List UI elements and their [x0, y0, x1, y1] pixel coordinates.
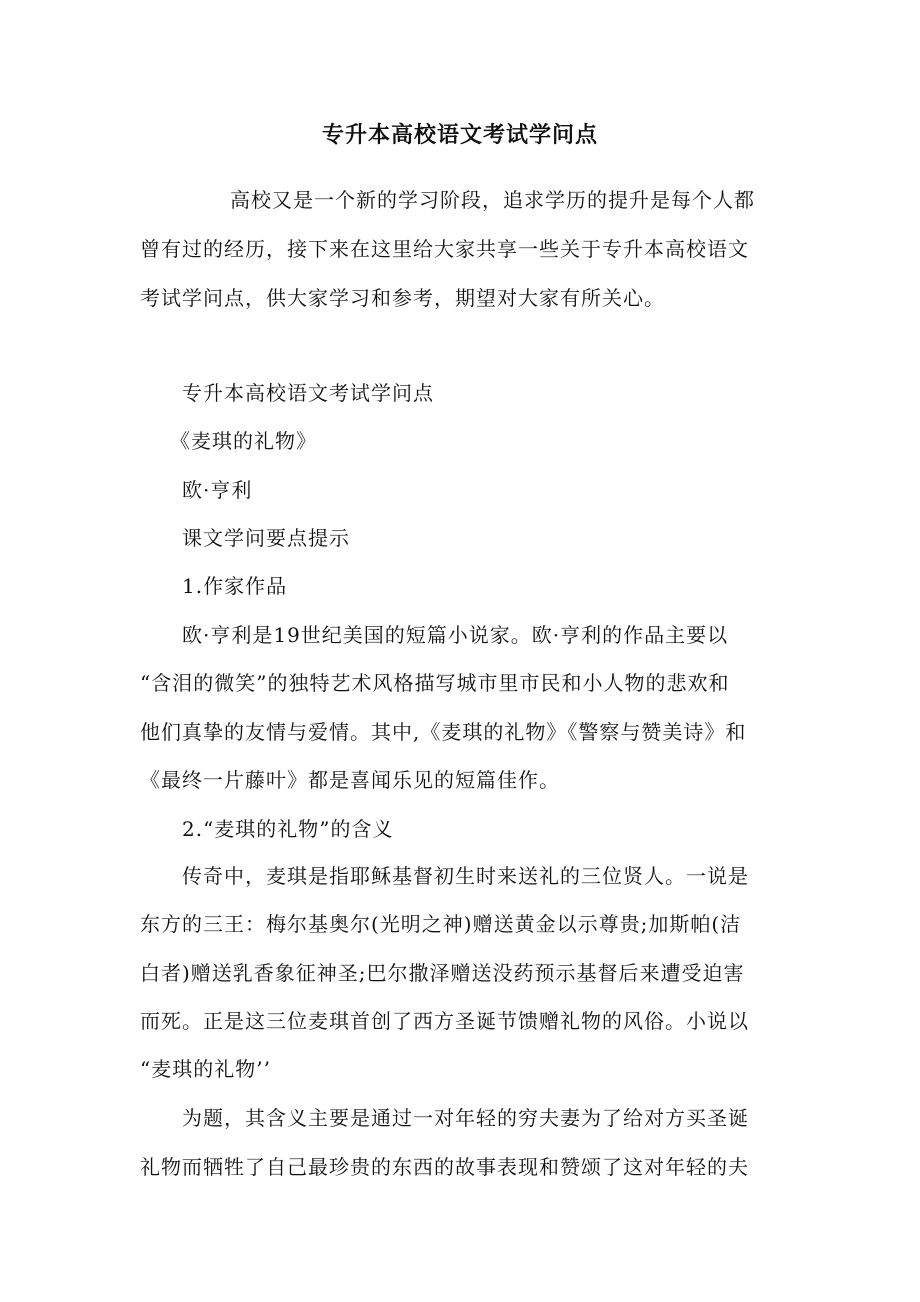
work-title: 《麦琪的礼物》 — [170, 429, 317, 453]
body-line: “含泪的微笑”的独特艺术风格描写城市里市民和小人物的悲欢和 — [140, 671, 730, 695]
subsection-heading: 课文学问要点提示 — [182, 526, 350, 550]
author-name: 欧·亨利 — [182, 478, 253, 502]
section-heading: 专升本高校语文考试学问点 — [182, 381, 434, 405]
numbered-heading: 2.“麦琪的礼物”的含义 — [182, 817, 394, 841]
body-line: 白者)赠送乳香象征神圣;巴尔撒泽赠送没药预示基督后来遭受迫害 — [140, 961, 745, 985]
body-line: 东方的三王：梅尔基奥尔(光明之神)赠送黄金以示尊贵;加斯帕(洁 — [140, 912, 742, 936]
body-line: 传奇中，麦琪是指耶稣基督初生时来送礼的三位贤人。一说是 — [182, 864, 749, 888]
numbered-heading: 1.作家作品 — [182, 574, 288, 598]
body-line: 礼物而牺牲了自己最珍贵的东西的故事表现和赞颂了这对年轻的夫 — [140, 1155, 749, 1179]
intro-line: 曾有过的经历，接下来在这里给大家共享一些关于专升本高校语文 — [140, 237, 749, 261]
body-line: “麦琪的礼物’’ — [140, 1057, 271, 1081]
page-title: 专升本高校语文考试学问点 — [321, 123, 598, 148]
body-line: 为题，其含义主要是通过一对年轻的穷夫妻为了给对方买圣诞 — [182, 1106, 749, 1130]
body-line: 而死。正是这三位麦琪首创了西方圣诞节馈赠礼物的风俗。小说以 — [140, 1009, 749, 1033]
body-line: 他们真挚的友情与爱情。其中,《麦琪的礼物》《警察与赞美诗》和 — [140, 720, 747, 744]
intro-line: 高校又是一个新的学习阶段，追求学历的提升是每个人都 — [230, 188, 755, 212]
intro-line: 考试学问点，供大家学习和参考，期望对大家有所关心。 — [140, 286, 665, 310]
body-line: 欧·亨利是19世纪美国的短篇小说家。欧·亨利的作品主要以 — [182, 623, 729, 647]
body-line: 《最终一片藤叶》都是喜闻乐见的短篇佳作。 — [140, 768, 560, 792]
